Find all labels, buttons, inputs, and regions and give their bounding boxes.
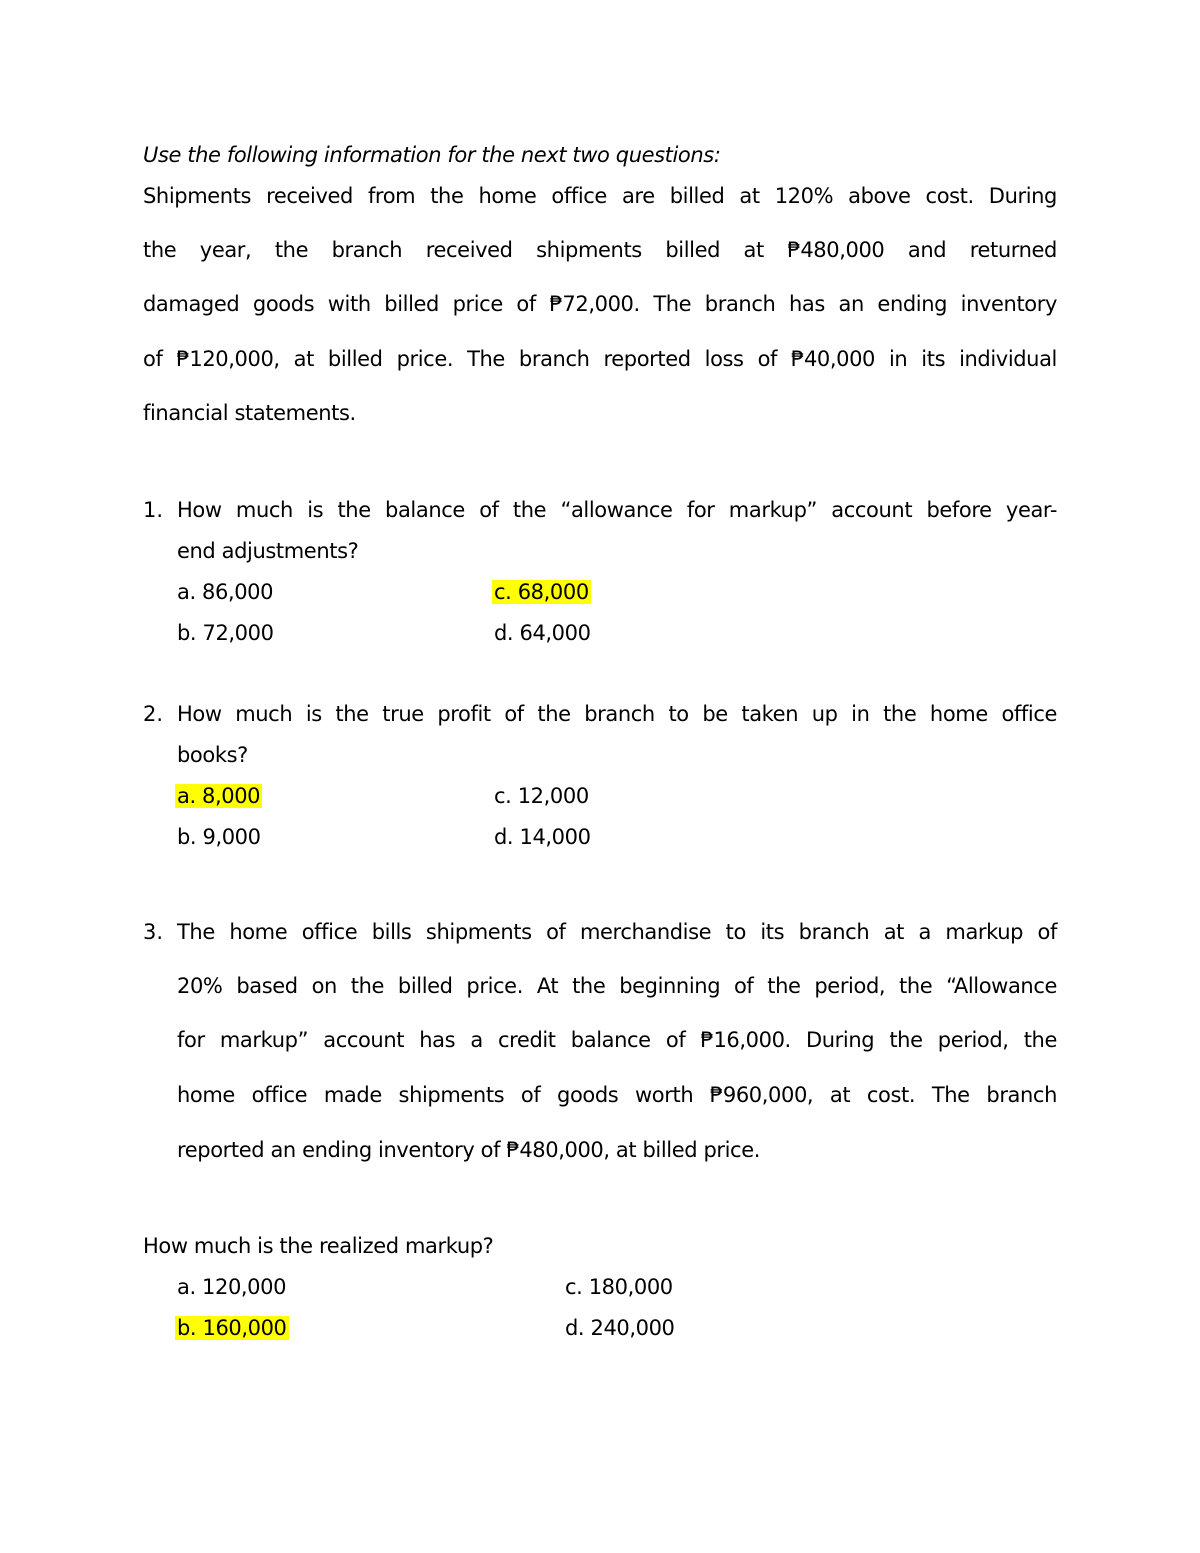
choice-b: b. 72,000 [177, 621, 274, 645]
intro-line: of ₱120,000, at billed price. The branch reported loss of ₱40,000 in its individual [143, 347, 1057, 371]
choice-d: d. 14,000 [494, 825, 591, 849]
question-prompt: How much is the realized markup? [143, 1234, 494, 1258]
question-text: The home office bills shipments of merchandise to its branch at a markup of [177, 920, 1057, 944]
question-number: 2. [143, 702, 164, 726]
question-text: reported an ending inventory of ₱480,000, at billed price. [177, 1138, 760, 1162]
choice-b: b. 9,000 [177, 825, 261, 849]
choice-a: a. 86,000 [177, 580, 274, 604]
choice-c: c. 12,000 [494, 784, 589, 808]
question-text: books? [177, 743, 248, 767]
choice-d: d. 64,000 [494, 621, 591, 645]
choice-c-highlighted: c. 68,000 [494, 580, 589, 604]
intro-heading: Use the following information for the next two questions: [143, 143, 721, 167]
question-text: home office made shipments of goods worth ₱960,000, at cost. The branch [177, 1083, 1057, 1107]
intro-line: damaged goods with billed price of ₱72,000. The branch has an ending inventory [143, 292, 1057, 316]
choice-d: d. 240,000 [565, 1316, 675, 1340]
question-text: 20% based on the billed price. At the beginning of the period, the “Allowance [177, 974, 1057, 998]
question-number: 3. [143, 920, 164, 944]
question-text: How much is the true profit of the branch to be taken up in the home office [177, 702, 1057, 726]
choice-b-highlighted: b. 160,000 [177, 1316, 287, 1340]
question-number: 1. [143, 498, 164, 522]
intro-line: Shipments received from the home office are billed at 120% above cost. During [143, 184, 1057, 208]
question-text: end adjustments? [177, 539, 359, 563]
choice-c: c. 180,000 [565, 1275, 673, 1299]
question-text: for markup” account has a credit balance of ₱16,000. During the period, the [177, 1028, 1057, 1052]
intro-line: the year, the branch received shipments billed at ₱480,000 and returned [143, 238, 1057, 262]
intro-line: financial statements. [143, 401, 356, 425]
choice-a: a. 120,000 [177, 1275, 287, 1299]
choice-a-highlighted: a. 8,000 [177, 784, 261, 808]
question-text: How much is the balance of the “allowance for markup” account before year- [177, 498, 1057, 522]
